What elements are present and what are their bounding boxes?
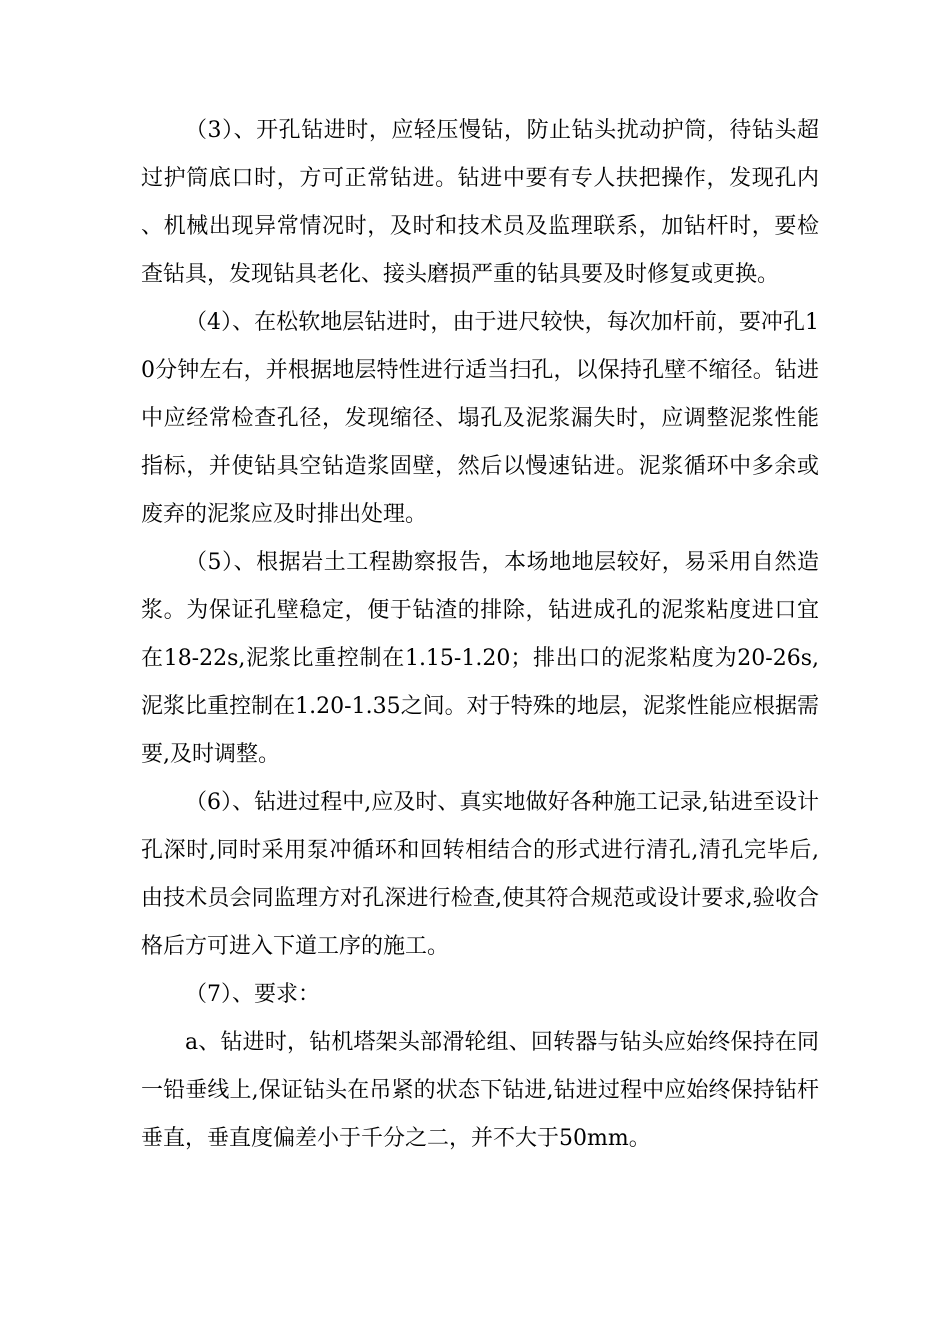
paragraph-7-heading: （7）、要求：: [185, 982, 320, 1007]
paragraph-3: （3）、开孔钻进时，应轻压慢钻，防止钻头扰动护筒，待钻头超过护筒底口时，方可正常钻进。钻进中要有专人扶把操作，发现孔内、机械出现异常情况时，及时和技术员及监理联系，加钻杆时，要检查钻具，发现钻具老化、接头磨损严重的钻具要及时修复或更换。: [141, 118, 819, 287]
paragraph-4: （4）、在松软地层钻进时，由于进尺较快，每次加杆前，要冲孔10分钟左右，并根据地层特性进行适当扫孔，以保持孔壁不缩径。钻进中应经常检查孔径，发现缩径、塌孔及泥浆漏失时，应调整泥浆性能指标，并使钻具空钻造浆固壁，然后以慢速钻进。泥浆循环中多余或废弃的泥浆应及时排出处理。: [141, 310, 819, 527]
paragraph-7a: a、钻进时，钻机塔架头部滑轮组、回转器与钻头应始终保持在同一铅垂线上,保证钻头在吊紧的状态下钻进,钻进过程中应始终保持钻杆垂直，垂直度偏差小于千分之二，并不大于50mm。: [141, 1030, 819, 1151]
paragraph-5: （5）、根据岩土工程勘察报告，本场地地层较好，易采用自然造浆。为保证孔壁稳定，便于钻渣的排除，钻进成孔的泥浆粘度进口宜在18-22s,泥浆比重控制在1.15-1.20；排出口的泥浆粘度为20-26s,泥浆比重控制在1.20-1.35之间。对于特殊的地层，泥浆性能应根据需要,及时调整。: [141, 550, 819, 767]
paragraph-6: （6）、钻进过程中,应及时、真实地做好各种施工记录,钻进至设计孔深时,同时采用泵冲循环和回转相结合的形式进行清孔,清孔完毕后,由技术员会同监理方对孔深进行检查,使其符合规范或设计要求,验收合格后方可进入下道工序的施工。: [141, 790, 819, 959]
document-body: [141, 107, 819, 1163]
